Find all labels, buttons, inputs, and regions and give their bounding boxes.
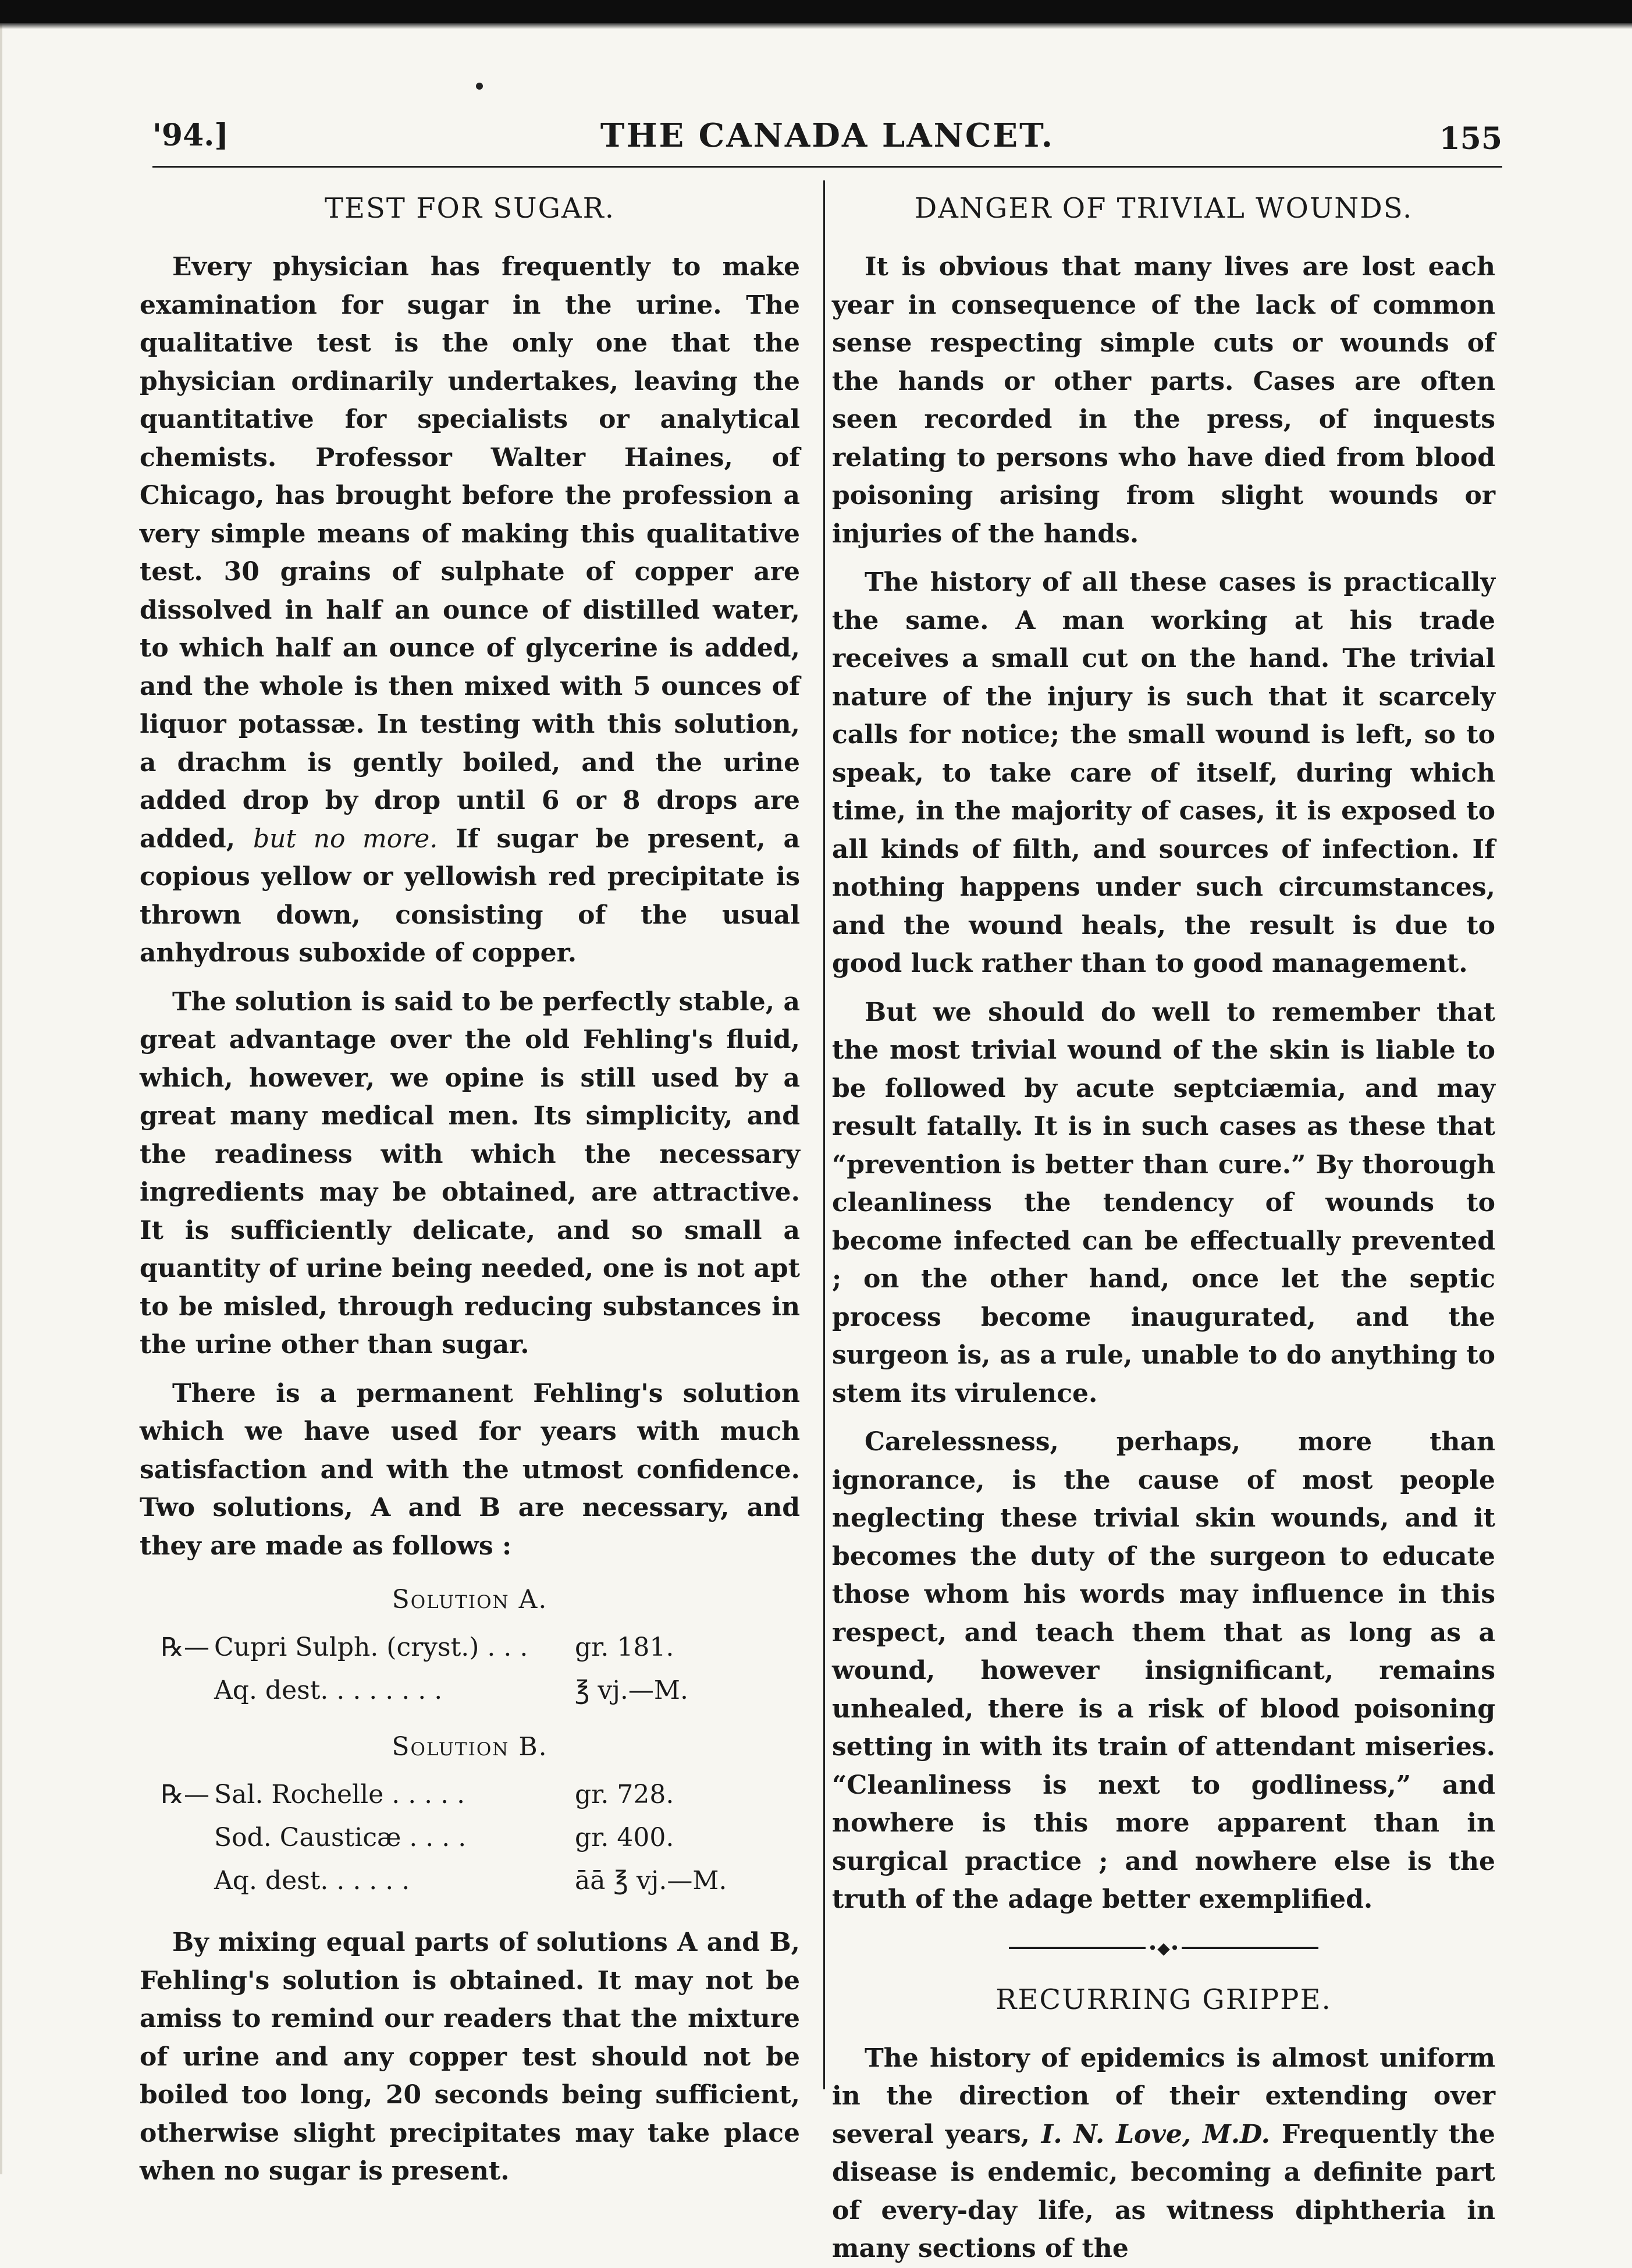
rx-symbol: ℞— [161,1780,209,1809]
article-title-test-for-sugar: TEST FOR SUGAR. [324,192,615,225]
rx-quantity: gr. 728. [575,1780,674,1809]
rx-quantity: ℥ vj.—M. [575,1676,688,1705]
paragraph: There is a permanent Fehling's solution which we have used for years with much satisfaction and with the utmost confidence. Two solutions, A and B are necessary, and they are made as follows : [140,1378,800,1561]
running-header [152,111,1502,163]
article-title-danger-of-trivial-wounds: DANGER OF TRIVIAL WOUNDS. [914,192,1413,225]
paragraph: The solution is said to be perfectly stable, a great advantage over the old Fehling's fluid, which, however, we opine is still used by a great many medical men. Its simplicity, and the readiness with which the necessary ingredients may be obtained, are attractive. It is sufficiently delicate, and so small a quantity of urine being needed, one is not apt to be misled, through reducing substances in the urine other than sugar. [140,986,800,1360]
paragraph [832,2039,1495,2268]
rx-item: Sal. Rochelle . . . . . [214,1780,465,1809]
prescription-row [140,1626,800,1669]
divider-line [1182,1947,1318,1949]
rx-quantity: gr. 400. [575,1823,674,1852]
paragraph: The history of all these cases is practically the same. A man working at his trade receives a small cut on the hand. The trivial nature of the injury is such that it scarcely calls for notice; the small wound is left, so to speak, to take care of itself, during which time, in the majority of cases, it is exposed to all kinds of filth, and sources of infection. If nothing happens under such circumstances, and the wound heals, the result is due to good luck rather than to good management. [832,567,1495,978]
header-year: '94.] [152,118,229,153]
scan-top-border [0,0,1632,23]
right-column [832,192,1495,2263]
divider-line [1009,1947,1146,1949]
rx-quantity: gr. 181. [575,1632,674,1662]
solution-b-heading: Solution B. [392,1732,548,1762]
rx-item: Sod. Causticæ . . . . [214,1823,467,1852]
page-edge [0,0,2,2174]
paragraph: But we should do well to remember that the most trivial wound of the skin is liable to be followed by acute septciæmia, and may result fatally. It is in such cases as these that “prevention is better than cure.” By thorough cleanliness the tendency of wounds to become infected can be effectually prevented ; on the other hand, once let the septic process become inaugurated, and the surgeon is, as a rule, unable to do anything to stem its virulence. [832,997,1495,1408]
section-divider [832,1939,1495,1958]
rx-item: Aq. dest. . . . . . . . [214,1676,443,1705]
paragraph: Carelessness, perhaps, more than ignorance, is the cause of most people neglecting these trivial skin wounds, and it becomes the duty of the surgeon to educate those whom his words may influence in this respect, and teach them that as long as a wound, however insignificant, remains unhealed, there is a risk of blood poisoning setting in with its train of attendant miseries. “Cleanliness is next to godliness,” and nowhere is this more apparent than in surgical practice ; and nowhere else is the truth of the adage better exemplified. [832,1427,1495,1914]
rx-symbol [140,1669,214,1712]
rx-quantity: āā ℥ vj.—M. [575,1866,727,1896]
emphasis-text: but no more. [253,824,438,854]
prescription-row [140,1816,800,1859]
paragraph [140,248,800,972]
paragraph-text: Every physician has frequently to make examination for sugar in the urine. The qualitative test is the only one that the physician ordinarily undertakes, leaving the quantitative for specialists or analytical chemists. Professor Walter Haines, of Chicago, has brought before the profession a very simple means of making this qualitative test. 30 grains of sulphate of copper are dissolved in half an ounce of distilled water, to which half an ounce of glycerine is added, and the whole is then mixed with 5 ounces of liquor potassæ. In testing with this solution, a drachm is gently boiled, and the urine added drop by drop until 6 or 8 drops are added, [140,252,800,854]
rx-symbol [140,1859,214,1903]
paragraph: It is obvious that many lives are lost each year in consequence of the lack of common sense respecting simple cuts or wounds of the hands or other parts. Cases are often seen recorded in the press, of inquests relating to persons who have died from blood poisoning arising from slight wounds or injuries of the hands. [832,252,1495,549]
paragraph-text: Frequently the disease is endemic, becoming a definite part of every-day life, as witness diphtheria in many sections of the [832,2119,1495,2263]
page-number: 155 [1439,121,1502,157]
journal-title: THE CANADA LANCET. [600,116,1055,155]
prescription-row [140,1773,800,1816]
paragraph-text: If sugar be present, a copious yellow or yellowish red precipitate is thrown down, consisting of the usual anhydrous suboxide of copper. [140,824,800,968]
scan-top-shadow [0,23,1632,29]
rx-symbol: ℞— [161,1632,209,1662]
solution-a-heading: Solution A. [392,1585,548,1614]
paragraph-text: The history of epidemics is almost uniform in the direction of their extending over several years, [832,2043,1495,2149]
prescription-row [140,1669,800,1712]
rx-item: Cupri Sulph. (cryst.) . . . [214,1632,528,1662]
paragraph: By mixing equal parts of solutions A and B, Fehling's solution is obtained. It may not be amiss to remind our readers that the mixture of urine and any copper test should not be boiled too long, 20 seconds being sufficient, otherwise slight precipitates may take place when no sugar is present. [140,1928,800,2186]
prescription-row [140,1859,800,1903]
author-name: I. N. Love, M.D. [1041,2119,1270,2149]
left-column [140,192,800,2186]
rx-item: Aq. dest. . . . . . [214,1866,410,1896]
article-title-recurring-grippe: RECURRING GRIPPE. [995,1983,1332,2016]
ink-speck [476,83,483,90]
column-rule [823,180,825,2089]
header-rule [152,166,1502,168]
divider-ornament: •◆• [1147,1938,1180,1958]
rx-symbol [140,1816,214,1859]
